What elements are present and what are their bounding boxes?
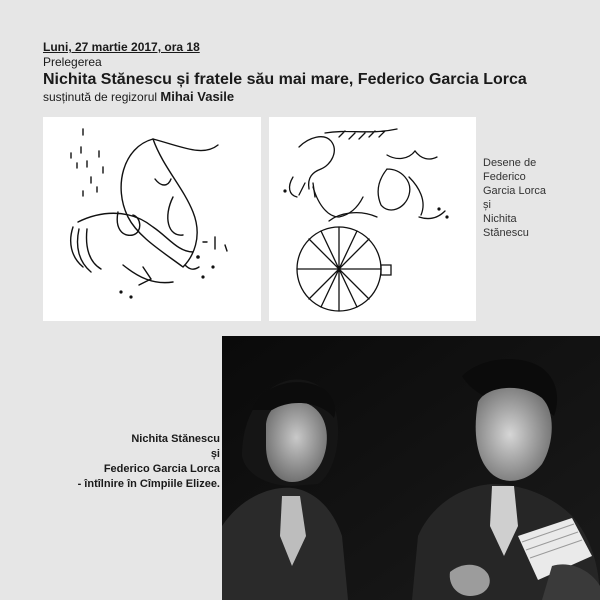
event-date: Luni, 27 martie 2017, ora 18 [43, 40, 200, 54]
director-name: Mihai Vasile [160, 89, 235, 104]
drawings-caption-line: Desene de [483, 157, 537, 169]
photo-caption [20, 432, 220, 492]
byline-prefix: susținută de regizorul [43, 90, 158, 104]
photo-caption-line: Nichita Stănescu [131, 433, 220, 445]
drawings-caption-line: Garcia Lorca [483, 185, 546, 197]
photo-stanescu-lorca [222, 336, 600, 600]
header [43, 40, 583, 105]
photo-image [222, 336, 600, 600]
lorca-drawing-sketch [43, 117, 261, 321]
event-byline [43, 89, 583, 105]
event-intro: Prelegerea [43, 55, 102, 69]
drawings-caption-line: Stănescu [483, 227, 529, 239]
photo-caption-line: Federico Garcia Lorca [103, 463, 220, 475]
drawings-caption [483, 156, 593, 240]
stanescu-drawing [269, 117, 476, 321]
stanescu-drawing-sketch [269, 117, 476, 321]
photo-caption-line: - întîlnire în Cîmpiile Elizee. [77, 478, 220, 490]
event-title: Nichita Stănescu și fratele său mai mare, Federico Garcia Lorca [43, 71, 527, 88]
lorca-drawing [43, 117, 261, 321]
drawings-caption-line: și [483, 199, 491, 211]
photo-caption-line: și [210, 448, 220, 460]
drawings-caption-line: Nichita [483, 213, 517, 225]
drawings-caption-line: Federico [483, 171, 526, 183]
